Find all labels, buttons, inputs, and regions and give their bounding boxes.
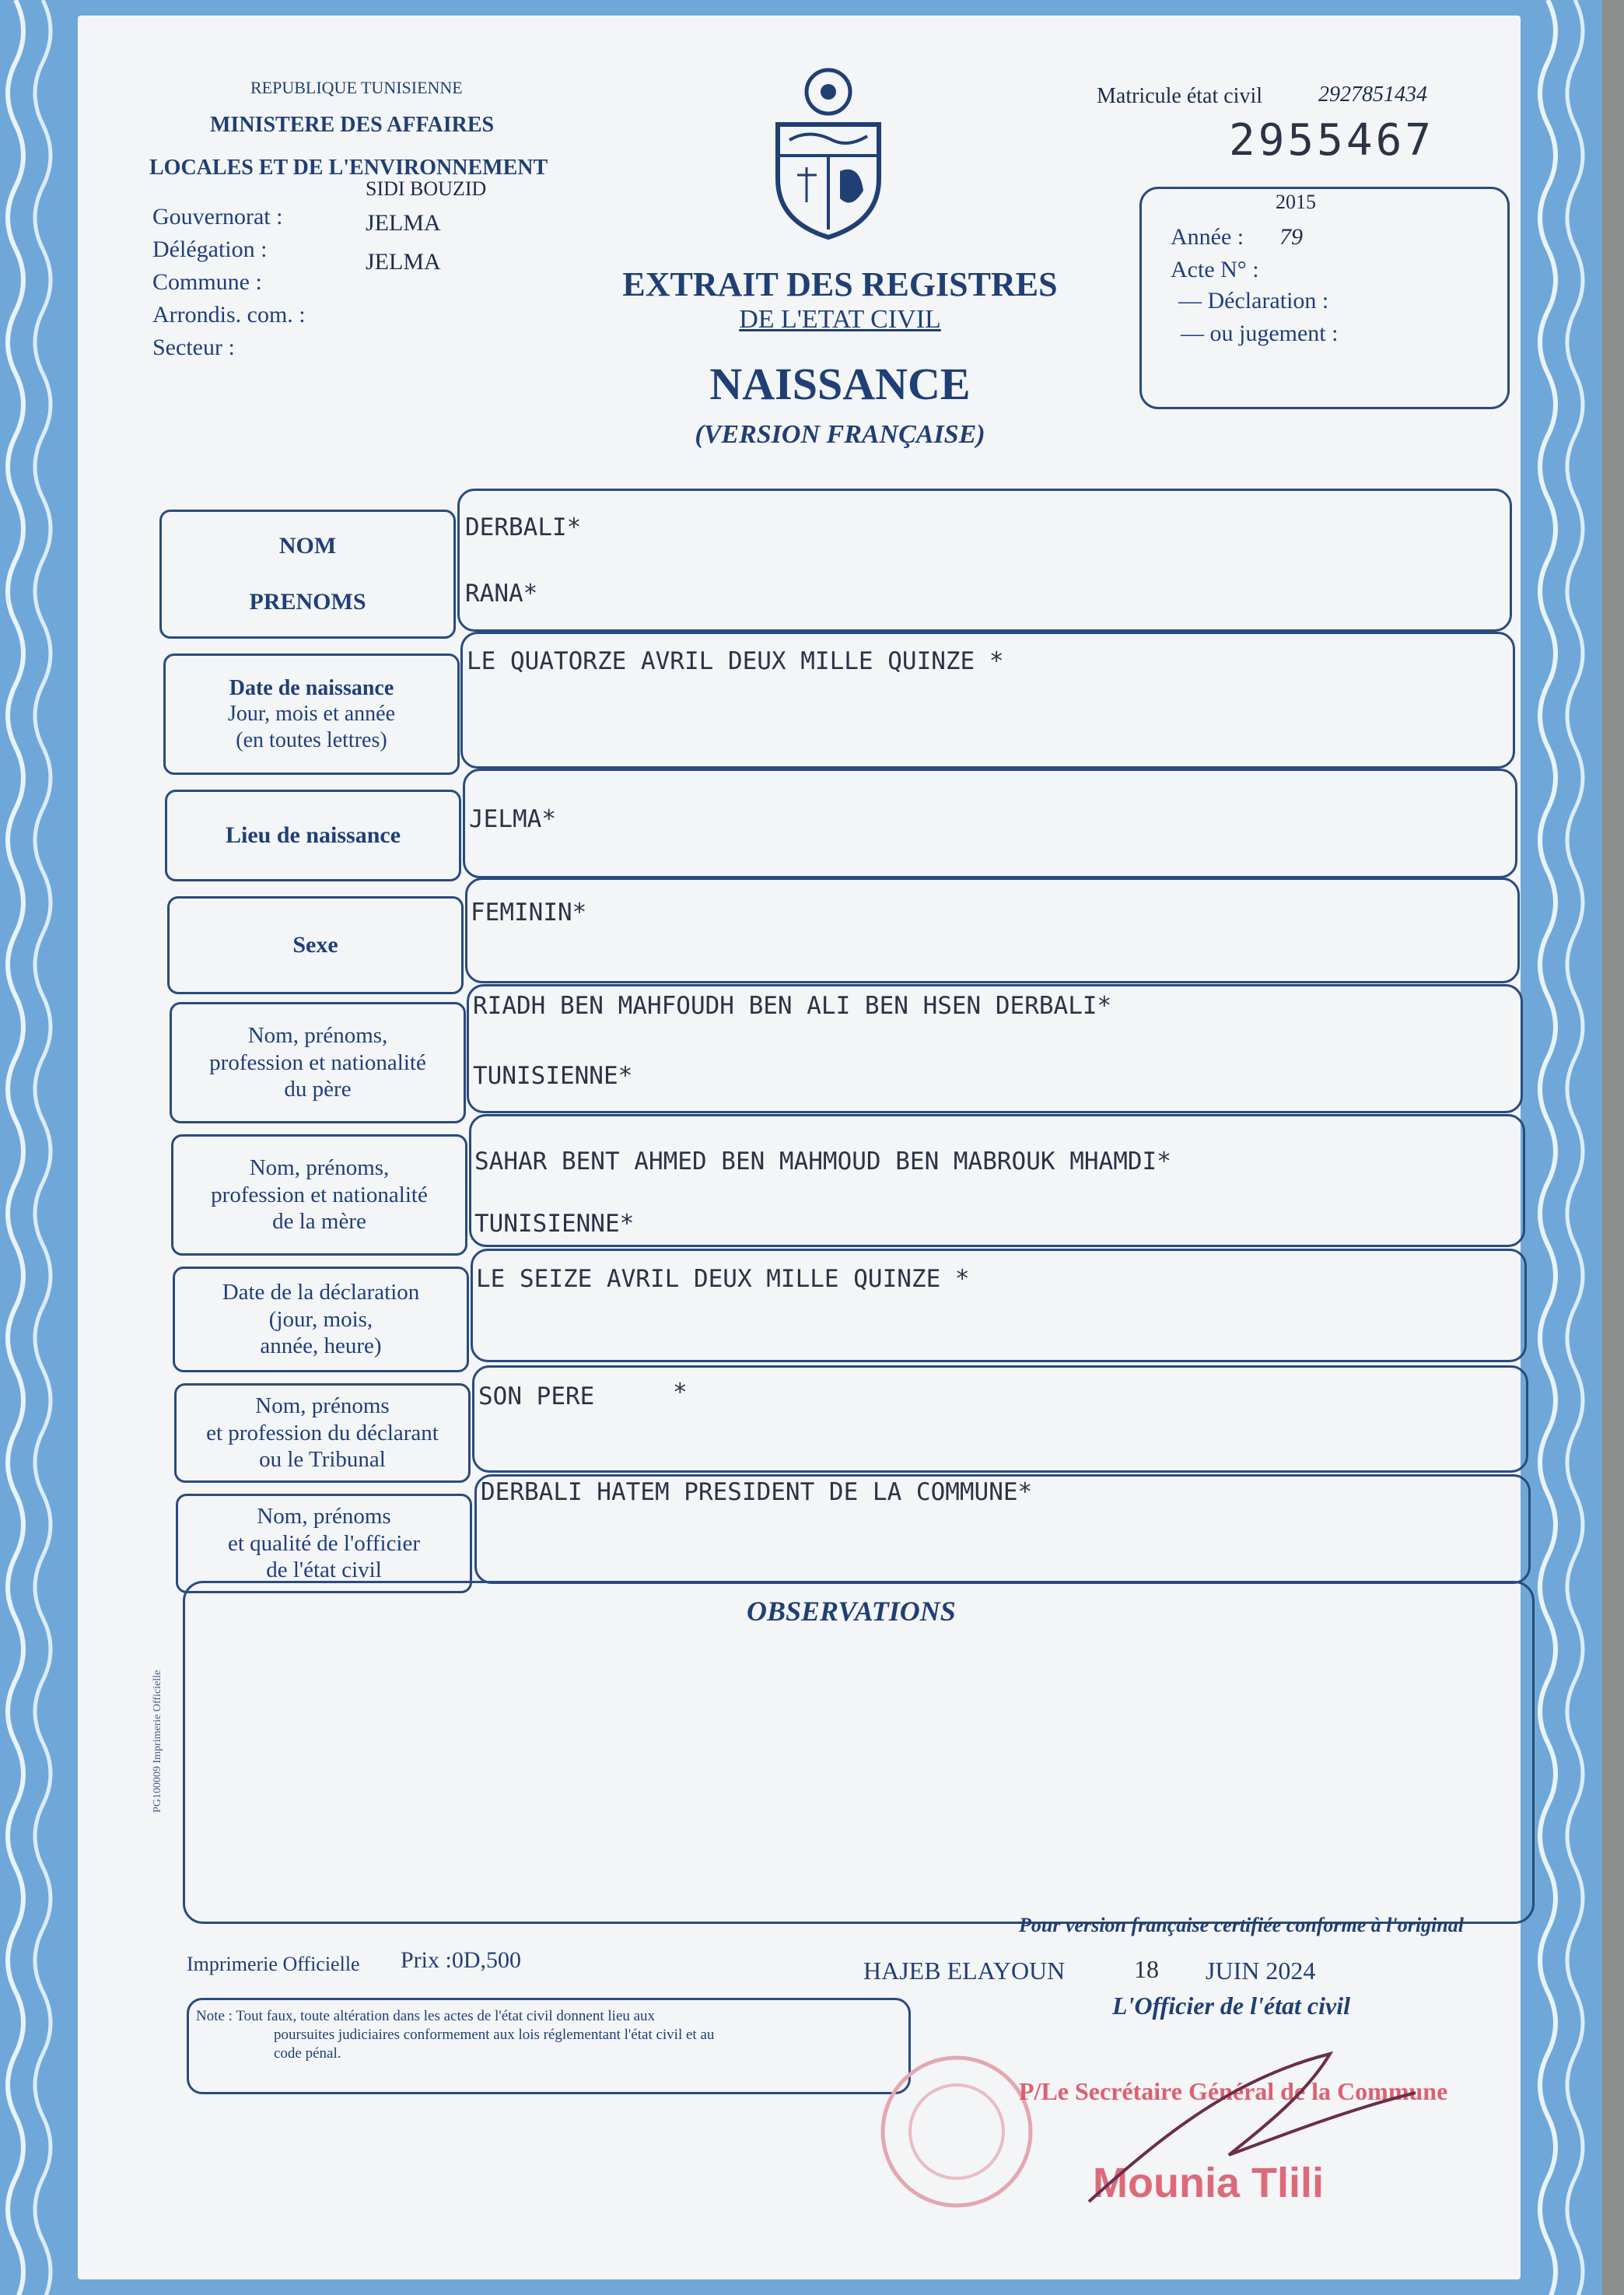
nom-value: DERBALI* xyxy=(465,513,582,541)
date-naissance-value: LE QUATORZE AVRIL DEUX MILLE QUINZE * xyxy=(467,647,1004,675)
date-naissance-label2: Jour, mois et année xyxy=(227,702,396,727)
prenoms-value: RANA* xyxy=(465,580,538,608)
delegation-value: JELMA xyxy=(366,210,441,236)
declarant-label-cell xyxy=(174,1383,471,1483)
declaration-label1: Date de la déclaration xyxy=(222,1279,420,1305)
note-text xyxy=(196,2007,900,2062)
delegation-label: Délégation : xyxy=(152,237,268,262)
declarant-label2: et profession du déclarant xyxy=(206,1420,439,1445)
date-naissance-label-cell xyxy=(163,653,460,775)
matricule-value: 2927851434 xyxy=(1318,82,1427,107)
declaration-option: — Déclaration : xyxy=(1178,288,1329,314)
declarant-value-cell xyxy=(472,1365,1528,1473)
commune-label: Commune : xyxy=(152,269,262,295)
note-text-line1: Tout faux, toute altération dans les actes de l'état civil donnent lieu aux xyxy=(236,2008,656,2024)
nom-prenoms-label-cell xyxy=(159,510,456,639)
nom-label: NOM xyxy=(278,533,337,559)
pere-value2: TUNISIENNE* xyxy=(473,1062,633,1090)
mere-label2: profession et nationalité xyxy=(211,1182,428,1207)
lieu-label-cell xyxy=(165,790,461,881)
declaration-value: LE SEIZE AVRIL DEUX MILLE QUINZE * xyxy=(476,1265,970,1293)
tunisia-coat-of-arms-icon xyxy=(762,62,894,241)
pere-label3: du père xyxy=(284,1077,352,1102)
officier-label2: et qualité de l'officier xyxy=(227,1530,421,1556)
commune-value: JELMA xyxy=(366,249,441,275)
price-label: Prix :0D,500 xyxy=(401,1947,522,1973)
observations-title: OBSERVATIONS xyxy=(747,1596,956,1627)
declaration-label-cell xyxy=(173,1267,469,1372)
document-type: NAISSANCE xyxy=(709,359,971,409)
title-line2: DE L'ETAT CIVIL xyxy=(739,305,941,334)
version-label: (VERSION FRANÇAISE) xyxy=(695,420,985,449)
date-naissance-label3: (en toutes lettres) xyxy=(236,727,387,752)
matricule-label: Matricule état civil xyxy=(1097,84,1263,108)
ministry-line1: MINISTERE DES AFFAIRES xyxy=(210,113,495,137)
secteur-label: Secteur : xyxy=(152,335,235,360)
officier-label3: de l'état civil xyxy=(266,1557,382,1583)
round-seal-stamp-icon xyxy=(856,2046,1058,2217)
officier-label-cell xyxy=(176,1494,472,1593)
sexe-value-cell xyxy=(465,878,1520,983)
officer-title: L'Officier de l'état civil xyxy=(1112,1992,1350,2020)
declarant-label3: ou le Tribunal xyxy=(259,1447,386,1473)
matricule-number: 2955467 xyxy=(1229,115,1435,166)
mere-value1: SAHAR BENT AHMED BEN MAHMOUD BEN MABROUK MHAMDI* xyxy=(474,1148,1171,1176)
paper-body xyxy=(78,16,1521,2279)
mere-label3: de la mère xyxy=(272,1209,366,1235)
acte-label: Acte N° : xyxy=(1171,257,1259,282)
sexe-label: Sexe xyxy=(292,932,338,958)
declaration-label2: (jour, mois, xyxy=(268,1306,373,1332)
annee-label: Année : xyxy=(1171,224,1244,250)
left-decorative-border xyxy=(0,0,86,2295)
handwritten-signature-icon xyxy=(1073,2023,1431,2217)
stamp-name: Mounia Tlili xyxy=(1093,2160,1324,2206)
annee-extra: 79 xyxy=(1279,224,1303,250)
nom-prenoms-value-cell xyxy=(457,489,1512,632)
mere-label-cell xyxy=(171,1134,467,1256)
annee-value: 2015 xyxy=(1276,191,1316,213)
prenoms-label: PRENOMS xyxy=(249,589,366,615)
pere-value1: RIADH BEN MAHFOUDH BEN ALI BEN HSEN DERBALI* xyxy=(473,992,1112,1020)
stamp-text: P/Le Secrétaire Général de la Commune xyxy=(1019,2077,1448,2105)
date-naissance-label1: Date de naissance xyxy=(229,675,394,700)
lieu-value: JELMA* xyxy=(469,805,556,833)
pere-label1: Nom, prénoms, xyxy=(247,1022,388,1048)
imprimerie-label: Imprimerie Officielle xyxy=(187,1953,360,1975)
arrondis-label: Arrondis. com. : xyxy=(152,302,306,328)
pere-label-cell xyxy=(170,1002,466,1123)
certified-text: Pour version française certifiée conforme à l'original xyxy=(1019,1914,1464,1936)
observations-box xyxy=(183,1581,1535,1924)
sexe-value: FEMININ* xyxy=(471,899,587,927)
declarant-label1: Nom, prénoms xyxy=(255,1393,390,1418)
mere-label1: Nom, prénoms, xyxy=(249,1155,390,1180)
lieu-label: Lieu de naissance xyxy=(225,822,401,848)
declarant-star: * xyxy=(673,1379,688,1407)
officier-value: DERBALI HATEM PRESIDENT DE LA COMMUNE* xyxy=(481,1478,1033,1506)
declaration-label3: année, heure) xyxy=(260,1333,382,1359)
pere-label2: profession et nationalité xyxy=(209,1049,426,1075)
republic-label: REPUBLIQUE TUNISIENNE xyxy=(250,78,463,97)
lieu-value-cell xyxy=(463,769,1517,878)
gouvernorat-value: SIDI BOUZID xyxy=(366,177,487,200)
date-month-year: JUIN 2024 xyxy=(1206,1957,1316,1985)
note-label: Note : xyxy=(196,2008,233,2024)
sexe-label-cell xyxy=(167,896,464,994)
jugement-option: — ou jugement : xyxy=(1181,321,1339,346)
right-decorative-border xyxy=(1517,0,1602,2295)
title-line1: EXTRAIT DES REGISTRES xyxy=(622,265,1058,303)
date-day: 18 xyxy=(1134,1955,1159,1983)
side-print-code: PG100009 Imprimerie Officielle xyxy=(152,1670,163,1813)
officier-label1: Nom, prénoms xyxy=(257,1503,391,1529)
place-label: HAJEB ELAYOUN xyxy=(863,1957,1066,1985)
note-text-line2: poursuites judiciaires conformement aux lois réglementant l'état civil et au xyxy=(274,2026,715,2043)
declarant-value: SON PERE xyxy=(478,1382,595,1410)
ministry-line2: LOCALES ET DE L'ENVIRONNEMENT xyxy=(149,156,548,180)
mere-value2: TUNISIENNE* xyxy=(474,1210,635,1238)
note-text-line3: code pénal. xyxy=(274,2044,341,2062)
gouvernorat-label: Gouvernorat : xyxy=(152,204,283,229)
